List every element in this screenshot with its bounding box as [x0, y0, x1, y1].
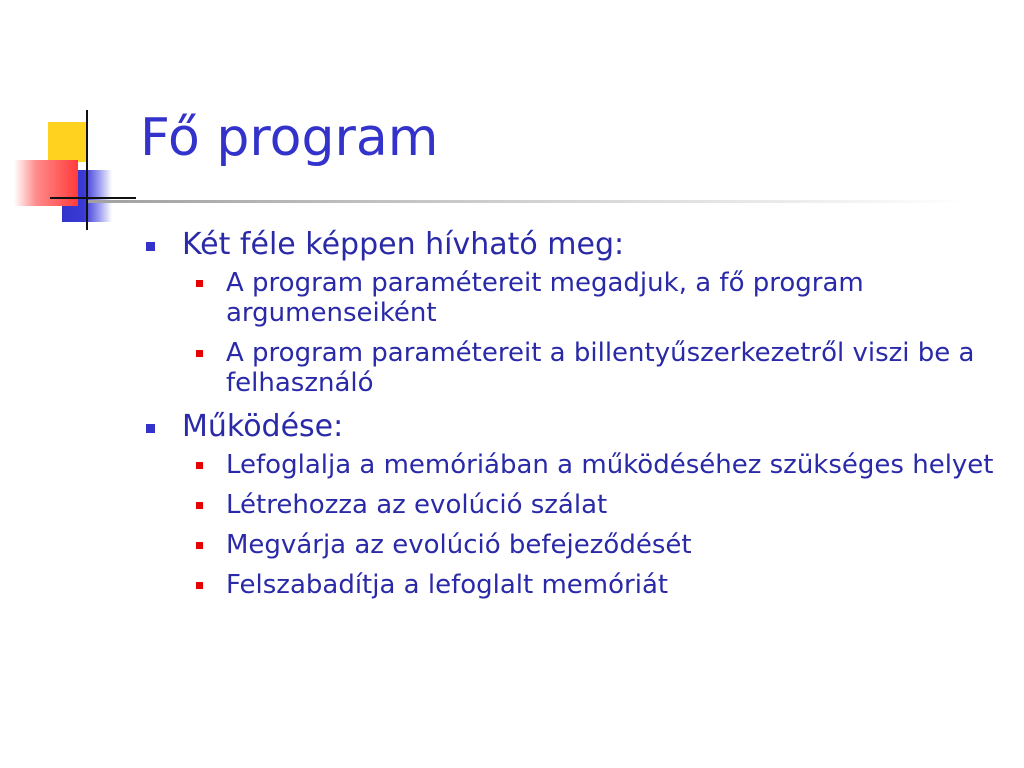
bullet-item-operation: [140, 408, 1000, 600]
sub-bullet-item: [182, 490, 1000, 520]
logo-vertical-line: [86, 110, 88, 230]
square-bullet-icon: [196, 462, 203, 469]
square-bullet-icon: [196, 542, 203, 549]
slide-body: [140, 226, 1000, 610]
bullet-item-invocation: [140, 226, 1000, 398]
sub-bullet-list: [182, 450, 1000, 600]
sub-bullet-item: [182, 570, 1000, 600]
sub-bullet-text: Felszabadítja a lefoglalt memóriát: [226, 570, 669, 600]
logo-yellow-square: [48, 122, 88, 162]
square-bullet-icon: [196, 350, 203, 357]
slide-title: Fő program: [140, 108, 439, 168]
bullet-text: Működése:: [182, 409, 344, 444]
sub-bullet-text: Lefoglalja a memóriában a működéséhez szükséges helyet: [226, 450, 994, 480]
sub-bullet-item: [182, 450, 1000, 480]
bullet-text: Két féle képpen hívható meg:: [182, 227, 625, 262]
sub-bullet-item: [182, 338, 1000, 398]
title-underline: [88, 200, 968, 203]
sub-bullet-text: Létrehozza az evolúció szálat: [226, 490, 608, 520]
logo-red-square: [14, 160, 78, 206]
square-bullet-icon: [196, 582, 203, 589]
logo-horizontal-line: [50, 197, 136, 199]
sub-bullet-text: A program paramétereit a billentyűszerkezetről viszi be a felhasználó: [226, 338, 975, 398]
sub-bullet-text: Megvárja az evolúció befejeződését: [226, 530, 692, 560]
square-bullet-icon: [196, 502, 203, 509]
sub-bullet-text: A program paramétereit megadjuk, a fő program argumenseiként: [226, 268, 864, 328]
sub-bullet-item: [182, 268, 1000, 328]
bullet-list: [140, 226, 1000, 600]
square-bullet-icon: [196, 280, 203, 287]
square-bullet-icon: [146, 424, 155, 433]
sub-bullet-item: [182, 530, 1000, 560]
sub-bullet-list: [182, 268, 1000, 398]
decorative-logo: [0, 100, 150, 240]
square-bullet-icon: [146, 242, 155, 251]
